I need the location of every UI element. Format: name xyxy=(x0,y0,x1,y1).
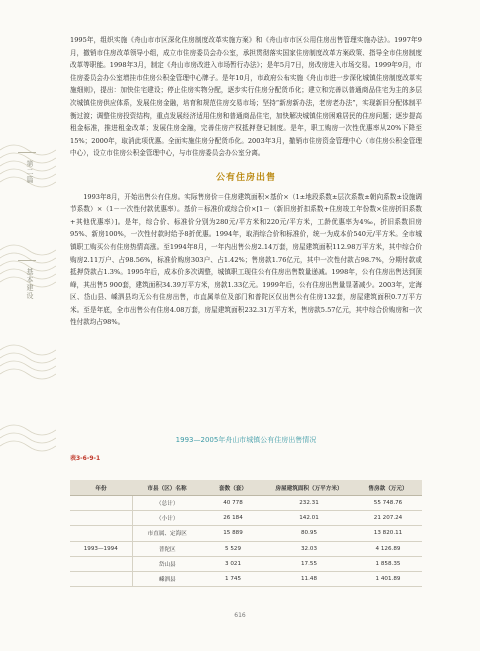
column-header-sets: 套数（套） xyxy=(202,480,264,496)
sidebar xyxy=(0,0,56,651)
column-header-area: 房屋建筑面积（万平方米） xyxy=(264,480,354,496)
cell-year xyxy=(70,526,132,541)
cell-name: 普陀区 xyxy=(132,541,202,556)
cell-year xyxy=(70,496,132,511)
cell-area: 142.01 xyxy=(264,511,354,526)
cell-sets: 26 184 xyxy=(202,511,264,526)
cell-year xyxy=(70,556,132,571)
table-row xyxy=(70,571,422,586)
column-header-year: 年份 xyxy=(70,480,132,496)
sidebar-chapter-label: 第二篇 xyxy=(26,160,34,184)
table-header-row xyxy=(70,480,422,496)
cell-sets: 5 529 xyxy=(202,541,264,556)
table-title: 1993—2005年舟山市城镇公有住房出售情况 xyxy=(175,436,317,444)
table-row xyxy=(70,541,422,556)
cell-year xyxy=(70,571,132,586)
cell-area: 11.48 xyxy=(264,571,354,586)
table-row xyxy=(70,496,422,511)
section-title: 公有住房出售 xyxy=(215,172,276,183)
page-number: 616 xyxy=(234,612,246,619)
cell-sets: 40 778 xyxy=(202,496,264,511)
decorative-wave-pattern xyxy=(0,130,56,490)
cell-money: 21 207.24 xyxy=(354,511,422,526)
cell-money: 13 820.11 xyxy=(354,526,422,541)
paragraph: 1993年8月，开始出售公有住房。实际售房价＝住房建筑面积×基价×（1±地段系数±层次系数±朝向系数±设施调节系数）×（1－一次性付款优惠率）。基价＝标准价或综合价×[1－（新旧房折扣系数+住房竣工年份数×住房折旧系数+其他优惠率）]。是年，综合价、标准价分别为280元/平方米和220元/平方米，工龄优惠率为4‰，折旧系数旧房95%、新房100%，一次性付款时给予8折优惠。1994年，取消综合价和标准价，统一为成本价540元/平方米。全市城镇职工购买公有住房热情高涨。至1994年8月，一年内出售公房2.14万套，房屋建筑面积112.98万平方米，其中综合价购房2.11万户、占98.56%，标准价购房303户、占1.42%；售房款1.76亿元，其中一次性付款占98.7%，分期付款或抵押贷款占1.3%。1995年后，成本价多次调整，城镇职工现住公有住房出售数量递减。1998年，公有住房出售达到顶峰，其出售5 900套，建筑面积34.39万平方米，房款1.33亿元。1999年后，公有住房出售量显著减少。2003年，定海区、岱山县、嵊泗县均无公有住房出售，市直属单位及部门和普陀区仅出售公有住房132套，房屋建筑面积0.7万平方米。至是年底，全市出售公有住房4.08万套，房屋建筑面积232.31万平方米，售房款5.57亿元，其中综合价购房和一次性付款均占98%。 xyxy=(70,192,422,327)
table-row xyxy=(70,511,422,526)
column-header-name: 市县（区）名称 xyxy=(132,480,202,496)
cell-money: 4 126.89 xyxy=(354,541,422,556)
cell-name: 嵊泗县 xyxy=(132,571,202,586)
cell-name: 市直属、定海区 xyxy=(132,526,202,541)
main-text xyxy=(70,34,422,329)
cell-name: （总计） xyxy=(132,496,202,511)
cell-name: 岱山县 xyxy=(132,556,202,571)
cell-year xyxy=(70,511,132,526)
sidebar-divider xyxy=(18,260,36,261)
cell-area: 32.03 xyxy=(264,541,354,556)
cell-area: 232.31 xyxy=(264,496,354,511)
sidebar-section-label: 基本建设 xyxy=(26,268,34,300)
table-row xyxy=(70,556,422,571)
cell-sets: 3 021 xyxy=(202,556,264,571)
paragraph: 1995年，组织实施《舟山市市区深化住房制度改革实施方案》和《舟山市市区公用住房出售管理实施办法》。1997年9月，撤销市住房改革领导小组，成立市住房委员会办公室，承担贯彻落实国家住房制度改革方案政策、指导全市住房制度改革等职能。1998年3月，制定《舟山市房改进入市场暂行办法》；是年5月7日，房改房进入市场交易。1999年9月，市住房委员会办公室增挂市住房公积金管理中心牌子。是年10月，市政府公布实施《舟山市进一步深化城镇住房制度改革实施细则》，提出：加快住宅建设；停止住房实物分配，逐步实行住房分配货币化；建立和完善以普通商品住宅为主的多层次城镇住房供应体系，发展住房金融，培育和规范住房交易市场；坚持“新房新办法，老房老办法”，实现新旧分配体制平衡过渡；调整住房投资结构，重点发展经济适用住房和普通商品住宅，加快解决城镇住房困难居民的住房问题；逐步提高租金标准，推进租金改革；发展住房金融，完善住房产权抵押登记制度。是年，职工购房一次性优惠率从20%下降至15%；2000年，取消此项优惠。全面实施住房分配货币化。2003年3月，撤销市住房资金管理中心（市住房公积金管理中心），设立市住房公积金管理中心，与市住房委员会办公室分离。 xyxy=(70,36,422,158)
column-header-money: 售房款（万元） xyxy=(354,480,422,496)
cell-year: 1993—1994 xyxy=(70,541,132,556)
cell-sets: 1 745 xyxy=(202,571,264,586)
table-number: 表3-6-9-1 xyxy=(70,455,101,462)
cell-money: 1 858.35 xyxy=(354,556,422,571)
table-row xyxy=(70,526,422,541)
cell-area: 17.55 xyxy=(264,556,354,571)
cell-area: 80.95 xyxy=(264,526,354,541)
cell-money: 1 401.89 xyxy=(354,571,422,586)
cell-name: （小计） xyxy=(132,511,202,526)
cell-money: 55 748.76 xyxy=(354,496,422,511)
cell-sets: 15 889 xyxy=(202,526,264,541)
housing-sales-table xyxy=(70,480,422,587)
sidebar-divider xyxy=(18,152,36,153)
